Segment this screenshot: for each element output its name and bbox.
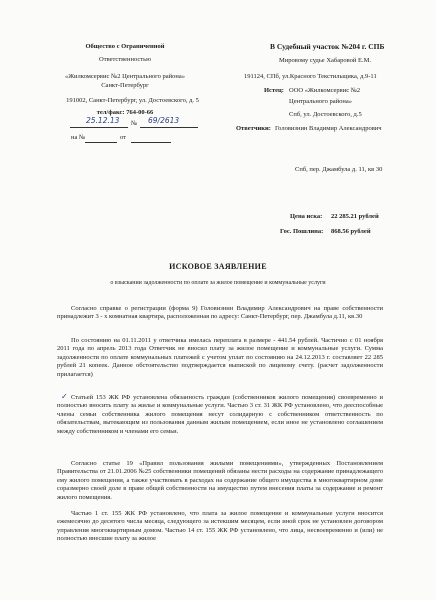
defendant-label: Ответчики: (236, 125, 271, 132)
checkmark-icon: ✓ (61, 392, 68, 401)
paragraph-article-155: Частью 1 ст. 155 ЖК РФ установлено, что плата за жилое помещение и коммунальные услуги вносится ежемесячно до десятого числа месяца, следующего за истекшим месяцем, если иной срок не установлен договором управления многоквартирным домом. Частью 14 ст. 155 ЖК РФ установлено, что лица, несвоевременно и (или) не полностью внесшие плату за жилое (57, 510, 383, 543)
state-fee-label: Гос. Пошлина: (280, 228, 324, 235)
recipient-judge: Мировому судье Хабаровой Е.М. (279, 57, 371, 64)
plaintiff-name: ООО «Жилкомсервис №2 (289, 87, 361, 94)
sender-phone: тел/факс: 764-00-66 (96, 109, 154, 116)
recipient-court: В Судебный участок №204 г. СПБ (270, 42, 385, 51)
ref-date-underline (131, 142, 171, 143)
outgoing-number-underline (140, 127, 198, 128)
ref-from: от (120, 134, 127, 141)
claim-price-label: Цена иска: (290, 213, 323, 220)
paragraph-debt: По состоянию на 01.11.2011 у ответчика имелась переплата в размере - 441.54 рублей. Частично с 01 ноября 2011 года по апрель 2013 года Ответчик не вносил плату за жилое помещение и коммунальные услуги. Сумма задолженности по оплате коммунальных платежей с учетом уплат по состоянию на 24.12.2013 г. составляет 22 285 рублей 21 копеек. Данное обстоятельство подтверждается выпиской по лицевому счету. (расчет задолженности прилагается) (57, 337, 383, 378)
defendant-address: Спб, пер. Джамбула д. 11, кв 30 (295, 166, 383, 173)
paragraph-article-153: Статьей 153 ЖК РФ установлена обязанность граждан (собственников жилого помещения) своевременно и полностью вносить плату за жилье и коммунальные услуги. Частью 3 ст. 31 ЖК РФ установлено, что дееспособные члены семьи собственника жилого помещения несут солидарную с собственником ответственность по обязательствам, вытекающим из пользования данным жилым помещением, если иное не установлено соглашением между собственником и членами его семьи. (57, 394, 383, 435)
document-subtitle: о взыскании задолженности по оплате за жилое помещение и коммунальные услуги (110, 280, 326, 286)
outgoing-date-underline (70, 127, 128, 128)
sender-line3: «Жилкомсервис №2 Центрального района» (64, 73, 186, 80)
plaintiff-name-line2: Центрального района» (289, 98, 352, 105)
document-title: ИСКОВОЕ ЗАЯВЛЕНИЕ (169, 262, 267, 271)
sender-line2: Ответственностью (99, 56, 151, 63)
ref-prefix: на № (71, 134, 86, 141)
sender-address: 191002, Санкт-Петербург, ул. Достоевского, д. 5 (66, 97, 199, 104)
recipient-address: 191124, СПб, ул.Красного Текстильщика, д.9-11 (244, 73, 377, 80)
paragraph-registration: Согласно справке о регистрации (форма 9) Головизнин Владимир Александрович на праве собственности принадлежит 3 - х комнатная квартира, расположенная по адресу: Санкт-Петербург, пер. Джамбула д.11, кв.30 (57, 305, 383, 321)
paragraph-article-19: Согласно статье 19 «Правил пользования жилыми помещениями», утвержденных Постановлением Правительства от 21.01.2006 №25 собственники помещений обязаны нести расходы на содержание принадлежащего ему жилого помещения, а также участвовать в расходах на содержание общего имущества в многоквартирном доме соразмерно своей доле в праве общей собственности на имущество путем внесения платы за содержание и ремонт жилого помещения. (57, 460, 383, 501)
plaintiff-label: Истец: (264, 87, 284, 94)
claim-price-value: 22 285.21 рублей (331, 213, 379, 220)
ref-number-underline (85, 142, 117, 143)
sender-line4: Санкт-Петербург (101, 82, 149, 89)
state-fee-value: 868.56 рублей (331, 228, 371, 235)
plaintiff-address: Спб, ул. Достоевского, д.5 (289, 111, 362, 118)
outgoing-date: 25.12.13 (86, 116, 120, 125)
defendant-name: Головизнин Владимир Александрович (275, 125, 382, 132)
sender-line1: Общество с Ограниченной (85, 43, 165, 50)
outgoing-number: 69/2613 (148, 116, 180, 125)
outgoing-number-prefix: № (131, 120, 138, 127)
